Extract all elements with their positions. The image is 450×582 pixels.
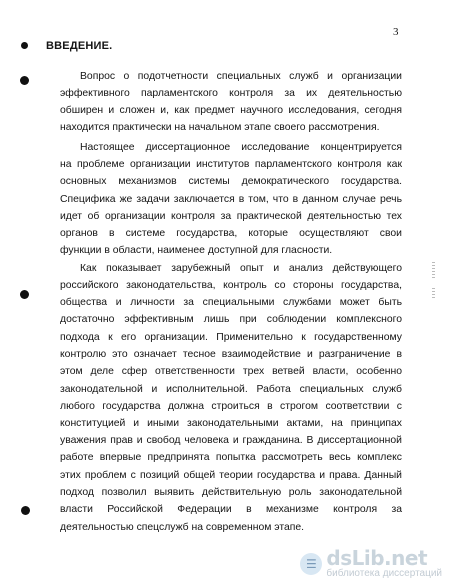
- text-line: находится практически на начальном этапе своего рассмотрения.: [60, 122, 380, 133]
- punch-hole: [20, 76, 29, 85]
- punch-hole: [21, 506, 30, 515]
- text-line: подход позволил выявить действительную роль законодательной: [60, 487, 402, 498]
- scan-artifact: [432, 288, 435, 298]
- text-line: эффективного парламентского контроля за их деятельностью: [60, 88, 402, 99]
- text-line: работе впервые предпринята попытка рассмотреть весь комплекс: [60, 452, 402, 463]
- text-line: Как показывает зарубежный опыт и анализ действующего: [80, 263, 402, 274]
- scan-artifact: [432, 262, 435, 280]
- text-line: власти Российской Федерации в механизме контроля за: [60, 504, 402, 515]
- text-line: идет об организации контроля за практической деятельностью тех: [60, 211, 402, 222]
- text-line: уважения прав и свобод человека и гражданина. В диссертационной: [60, 435, 402, 446]
- text-line: этом деле сфер ответственности трех ветвей власти, особенно: [60, 366, 402, 377]
- watermark-text: [326, 548, 442, 579]
- text-line: этих проблем с позиций общей теории государства и права. Данный: [60, 470, 402, 481]
- text-line: деятельностью спецслужб на современном этапе.: [60, 522, 305, 533]
- text-line: достаточно эффективным лишь при соблюдении комплексного: [60, 314, 402, 325]
- text-line: российского законодательства, контроль со стороны государства,: [60, 280, 402, 291]
- text-line: подхода к его организации. Применительно к государственному: [60, 332, 402, 343]
- text-line: любого государства должна строиться в строгом соответствии с: [60, 401, 402, 412]
- text-line: Специфика же задачи заключается в том, что в данном случае речь: [60, 194, 402, 205]
- text-line: законодательной и исполнительной. Работа специальных служб: [60, 384, 402, 395]
- text-line: Настоящее диссертационное исследование концентрируется: [80, 142, 402, 153]
- text-line: контролю это означает тесное взаимодействие и разграничение в: [60, 349, 402, 360]
- text-line: органов в системе государства, которые осуществляют свои: [60, 228, 402, 239]
- text-line: Вопрос о подотчетности специальных служб и организации: [80, 71, 402, 82]
- punch-hole: [20, 290, 29, 299]
- watermark: [300, 548, 442, 579]
- heading: ВВЕДЕНИЕ.: [46, 40, 113, 52]
- text-line: функции в области, наименее доступной для гласности.: [60, 245, 333, 256]
- text-line: основных механизмов системы демократического государства.: [60, 176, 402, 187]
- text-line: общества и личности за специальными службами может быть: [60, 297, 402, 308]
- text-line: на проблеме организации институтов парламентского контроля как: [60, 159, 402, 170]
- text-line: конституцией и иными законодательными актами, на принципах: [60, 418, 402, 429]
- punch-hole: [21, 42, 28, 49]
- text-line: обширен и сложен и, как предмет научного исследования, сегодня: [60, 105, 402, 116]
- watermark-brand: dsLib.net: [326, 546, 428, 570]
- page-number: 3: [393, 26, 399, 38]
- book-icon: ☰: [300, 553, 322, 575]
- watermark-subtitle: библиотека диссертаций: [326, 568, 442, 579]
